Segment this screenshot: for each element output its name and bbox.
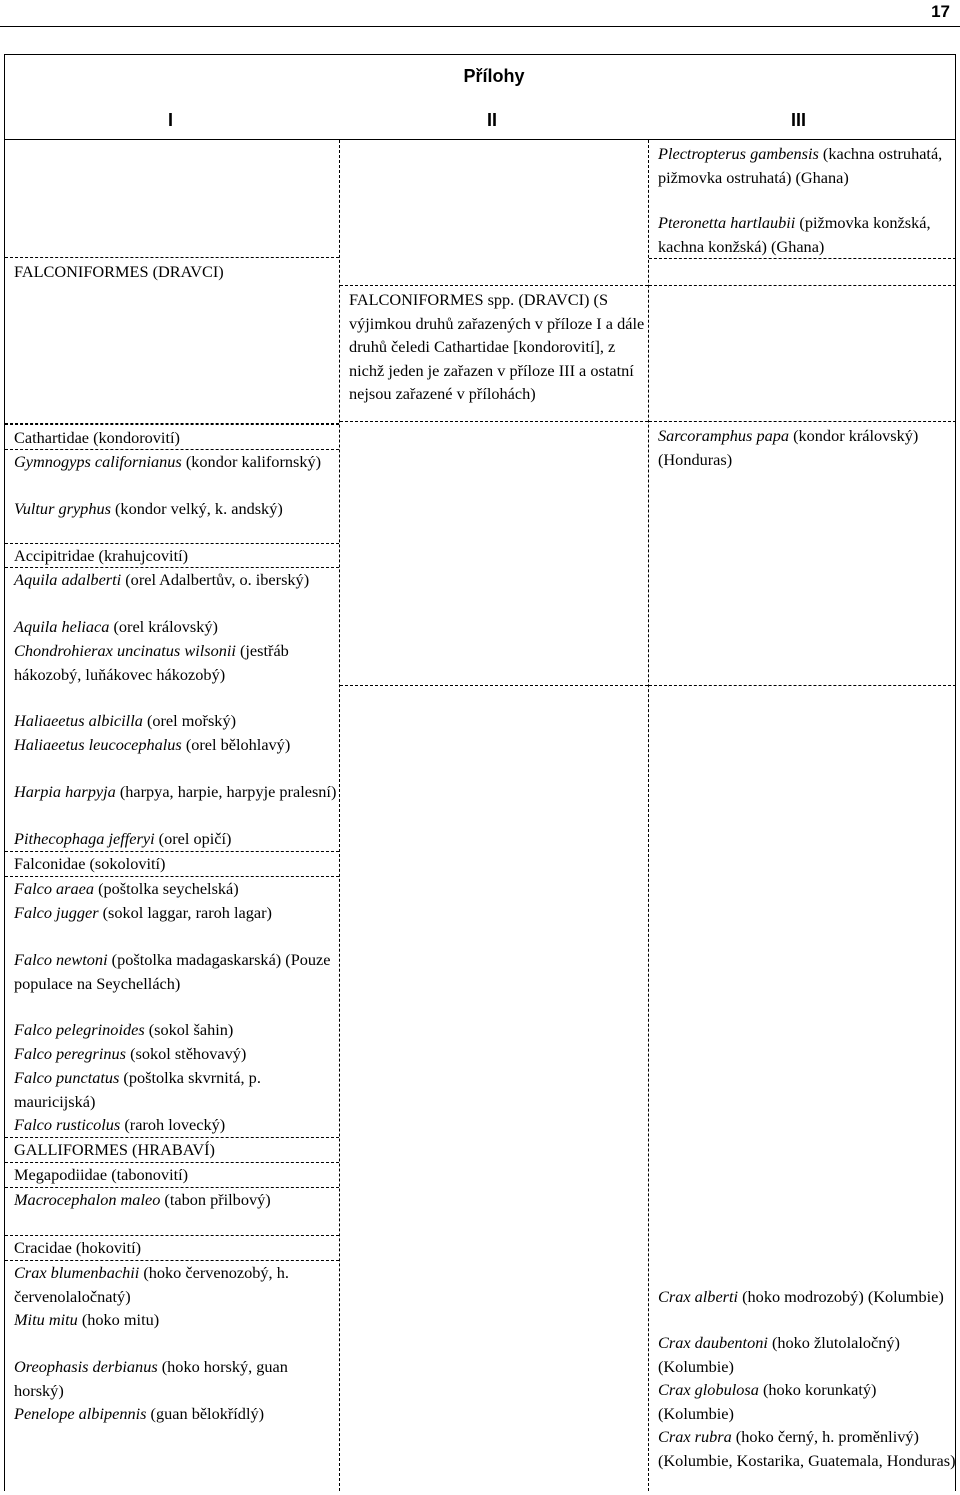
species-row: Plectropterus gambensis (kachna ostruhatá, pižmovka ostruhatá) (Ghana): [658, 144, 943, 187]
species-row: Penelope albipennis (guan bělokřídlý): [14, 1404, 265, 1423]
species-row: Aquila adalberti (orel Adalbertův, o. iberský): [14, 570, 310, 589]
empty-cell: [649, 686, 956, 1284]
column-header-i: I: [168, 110, 174, 130]
empty-cell: [649, 259, 956, 286]
annex-title: Přílohy: [463, 66, 525, 86]
species-row: Pteronetta hartlaubii (pižmovka konžská, kachna konžská) (Ghana): [649, 211, 956, 259]
species-row: Pithecophaga jefferyi (orel opičí): [5, 827, 339, 852]
species-row: Aquila heliaca (orel královský): [14, 617, 218, 636]
species-row: Falco newtoni (poštolka madagaskarská) (Pouze populace na Seychellách): [14, 950, 331, 993]
species-row: Crax daubentoni (hoko žlutolaločný) (Kolumbie): [658, 1333, 900, 1376]
species-row: Mitu mitu (hoko mitu): [14, 1310, 160, 1329]
column-header-ii: II: [487, 110, 498, 130]
column-annex-i: [5, 140, 339, 1449]
column-annex-iii: [649, 140, 956, 1495]
species-row: Vultur gryphus (kondor velký, k. andský): [5, 497, 339, 544]
species-row: Harpia harpyja (harpya, harpie, harpyje pralesní): [14, 782, 337, 801]
species-row: Macrocephalon maleo (tabon přilbový): [5, 1188, 339, 1236]
species-row: Oreophasis derbianus (hoko horský, guan horský): [14, 1357, 288, 1400]
empty-cell: [340, 140, 648, 286]
species-row: Falco pelegrinoides (sokol šahin): [14, 1020, 234, 1039]
empty-cell: [649, 286, 956, 422]
family-row: Falconidae (sokolovití): [5, 852, 339, 877]
species-row: Falco rusticolus (raroh lovecký): [5, 1113, 339, 1138]
order-row: GALLIFORMES (HRABAVÍ): [5, 1138, 339, 1163]
empty-cell: [5, 140, 339, 258]
species-row: Falco araea (poštolka seychelská): [14, 879, 239, 898]
empty-cell: [340, 422, 648, 686]
column-annex-ii: [340, 140, 648, 686]
page-number: 17: [931, 2, 950, 21]
plain-row: FALCONIFORMES spp. (DRAVCI) (S výjimkou druhů zařazených v příloze I a dále druhů čeledi Cathartidae [kondorovití], z nichž jeden je zařazen v příloze III a ostatní nejsou zařazené v přílohách): [340, 286, 648, 422]
family-row: Cracidae (hokovití): [5, 1236, 339, 1261]
species-row: Sarcoramphus papa (kondor královský) (Honduras): [649, 422, 956, 686]
species-row: Falco jugger (sokol laggar, raroh lagar): [14, 903, 272, 922]
family-row: Megapodiidae (tabonovití): [5, 1163, 339, 1188]
header-rule: [0, 26, 960, 27]
species-row: Haliaeetus leucocephalus (orel bělohlavý): [14, 735, 291, 754]
column-header-iii: III: [791, 110, 807, 130]
species-row: Crax blumenbachii (hoko červenozobý, h. červenolaločnatý): [14, 1263, 289, 1306]
family-row: Accipitridae (krahujcovití): [5, 544, 339, 568]
species-row: Falco punctatus (poštolka skvrnitá, p. mauricijská): [14, 1068, 261, 1111]
order-row: FALCONIFORMES (DRAVCI): [5, 258, 339, 424]
species-row: Gymnogyps californianus (kondor kalifornský): [14, 452, 322, 471]
species-row: Chondrohierax uncinatus wilsonii (jestřáb hákozobý, luňákovec hákozobý): [14, 641, 289, 684]
family-row: Cathartidae (kondorovití): [5, 425, 339, 450]
species-row: Crax alberti (hoko modrozobý) (Kolumbie): [658, 1287, 944, 1306]
species-row: Crax rubra (hoko černý, h. proměnlivý) (Kolumbie, Kostarika, Guatemala, Honduras): [658, 1427, 956, 1470]
species-row: Falco peregrinus (sokol stěhovavý): [14, 1044, 247, 1063]
species-row: Haliaeetus albicilla (orel mořský): [14, 711, 237, 730]
species-row: Crax globulosa (hoko korunkatý) (Kolumbie): [658, 1380, 877, 1423]
